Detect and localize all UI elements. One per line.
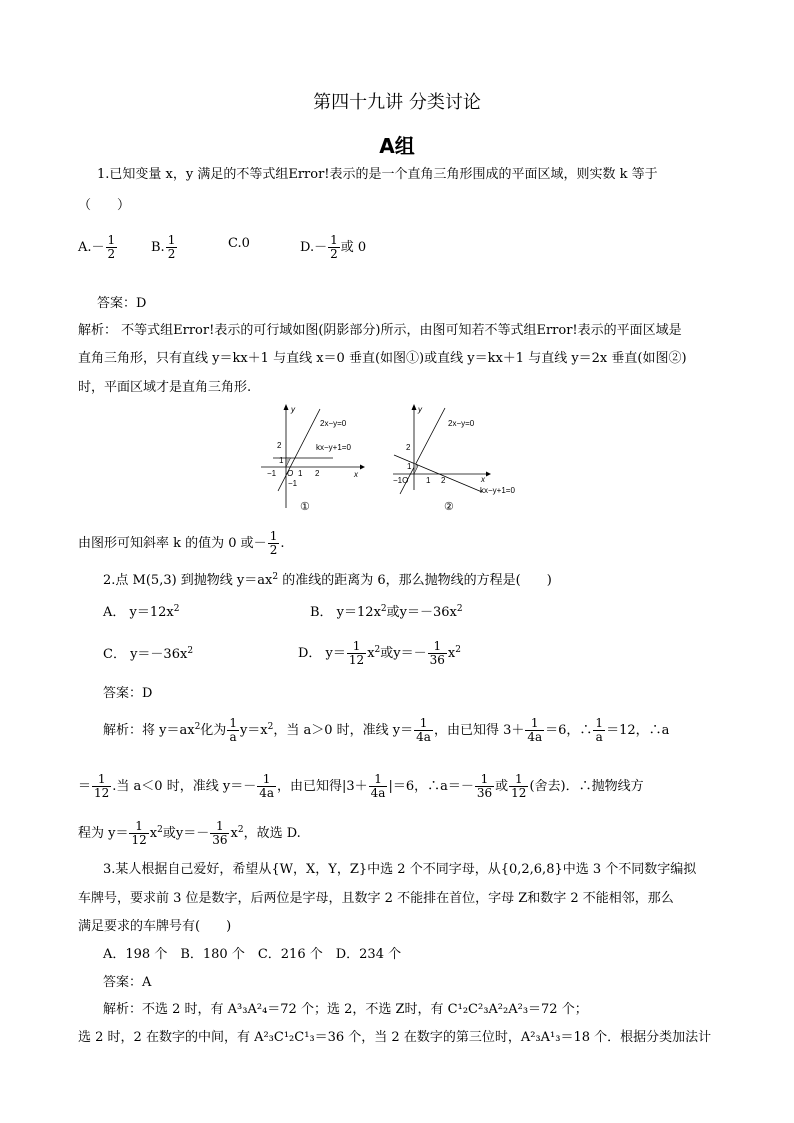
q1-stem: 1.已知变量 x，y 满足的不等式组Error!表示的是一个直角三角形围成的平面区域，则实数 k 等于 [97, 167, 658, 182]
q3-answer: 答案：A [103, 975, 152, 990]
tick-x-1: 1 [298, 469, 303, 478]
tick-y-2: 2 [406, 443, 411, 452]
q1-explanation-3: 时，平面区域才是直角三角形. [78, 380, 252, 395]
x-axis-arrow [486, 472, 491, 477]
x-axis-arrow [360, 465, 365, 470]
q1-option-c: C.0 [228, 236, 250, 251]
q3-stem-3: 满足要求的车牌号有( ) [78, 919, 232, 934]
q3-explanation-1: 解析：不选 2 时，有 A³₃A²₄＝72 个；选 2，不选 Z时，有 C¹₂C²₃A²₂A²₃＝72 个； [103, 1002, 588, 1017]
tick-y-1: 1 [279, 456, 284, 465]
q2-explanation-2: ＝ $\frac{1}{12}$ .当 a＜0 时，准线 y＝－ $\frac{1}{4a}$ ，由已知得|3＋ $\frac{1}{4a}$ |＝6，∴a＝－ $\frac{1}{36}$ 或 $\frac{1}{12}$ (舍去)．∴抛物线方 [78, 772, 644, 800]
line-kx-y [394, 455, 482, 492]
tick-y-2: 2 [277, 441, 282, 450]
tick-y-neg1: −1 [288, 479, 298, 488]
section-heading: A组 [379, 134, 415, 158]
y-axis-arrow [284, 404, 289, 410]
q2-explanation-3: 程为 y＝ $\frac{1}{12}$ $x^2$或y＝－ $\frac{1}{36}$ $x^2$，故选 D. [78, 819, 301, 847]
figure-caption: ② [444, 501, 454, 513]
q1-option-d: D.－ $\frac{1}{2}$ 或 0 [300, 233, 367, 261]
q3-stem-2: 车牌号，要求前 3 位是数字，后两位是字母，且数字 2 不能排在首位，字母 Z和数字 2 不能相邻，那么 [78, 891, 674, 906]
line-label-kx: kx−y+1=0 [480, 486, 515, 495]
q2-option-d: D． y＝ $\frac{1}{12}$ $x^2$或y＝－ $\frac{1}{36}$ $x^2$ [298, 639, 461, 667]
origin-label: O [287, 469, 294, 478]
figure-caption: ① [300, 501, 310, 513]
x-label: x [481, 475, 485, 484]
q1-explanation-1: 解析： 不等式组Error!表示的可行域如图(阴影部分)所示，由图可知若不等式组Error!表示的平面区域是 [78, 323, 682, 338]
q1-option-a: A.－ $\frac{1}{2}$ [78, 233, 116, 261]
origin-label: −1O [393, 476, 409, 485]
x-label: x [354, 470, 358, 479]
q3-options: A．198 个 B．180 个 C．216 个 D．234 个 [103, 947, 402, 962]
line-label-2x: 2x−y=0 [320, 419, 347, 428]
y-label: y [418, 405, 422, 414]
tick-y-1: 1 [407, 462, 412, 471]
q3-stem-1: 3.某人根据自己爱好，希望从{W，X，Y，Z}中选 2 个不同字母，从{0,2,6,8}中选 3 个不同数字编拟 [103, 862, 697, 877]
q1-option-b: B. $\frac{1}{2}$ [151, 233, 176, 261]
line-label-2x: 2x−y=0 [448, 419, 475, 428]
q3-explanation-2: 选 2 时，2 在数字的中间，有 A²₃C¹₂C¹₃＝36 个，当 2 在数字的第三位时，A²₃A¹₃＝18 个．根据分类加法计 [78, 1030, 712, 1045]
q1-stem-paren: （ ） [78, 198, 131, 213]
q2-option-c: C． $y=-36x^2$ [103, 646, 194, 662]
tick-x-2: 2 [315, 469, 320, 478]
page-title: 第四十九讲 分类讨论 [313, 92, 481, 113]
line-label-kx: kx−y+1=0 [316, 443, 351, 452]
q1-conclusion: 由图形可知斜率 k 的值为 0 或－ $\frac{1}{2}$ . [78, 529, 285, 557]
q1-explanation-2: 直角三角形，只有直线 y＝kx＋1 与直线 x＝0 垂直(如图①)或直线 y＝kx＋1 与直线 y＝2x 垂直(如图②) [78, 351, 687, 366]
y-axis-arrow [412, 404, 417, 410]
tick-x-2: 2 [441, 476, 446, 485]
q1-answer: 答案：D [97, 296, 147, 311]
figure-2 [390, 400, 535, 515]
y-label: y [291, 405, 295, 414]
q2-explanation-1: 解析：将 $y=ax^2$化为 $\frac{1}{a}$ $y=x^2$，当 a＞0 时，准线 y＝ $\frac{1}{4a}$ ，由已知得 3＋ $\frac{1}{4a}$ ＝6，∴ $\frac{1}{a}$ ＝12，∴a [103, 716, 670, 744]
q2-answer: 答案：D [103, 686, 153, 701]
q2-stem: 2.点 M(5,3) 到抛物线 $y=ax^2$ 的准线的距离为 6，那么抛物线的方程是( ) [103, 572, 552, 588]
figure-1 [258, 400, 368, 515]
tick-x-1: 1 [426, 476, 431, 485]
q2-option-b: B． $y=12x^2$或$y=-36x^2$ [310, 604, 463, 620]
line-2x-y [278, 409, 320, 491]
tick-x-neg1: −1 [267, 469, 277, 478]
shaded-region [286, 458, 291, 467]
q2-option-a: A． $y=12x^2$ [103, 604, 180, 620]
